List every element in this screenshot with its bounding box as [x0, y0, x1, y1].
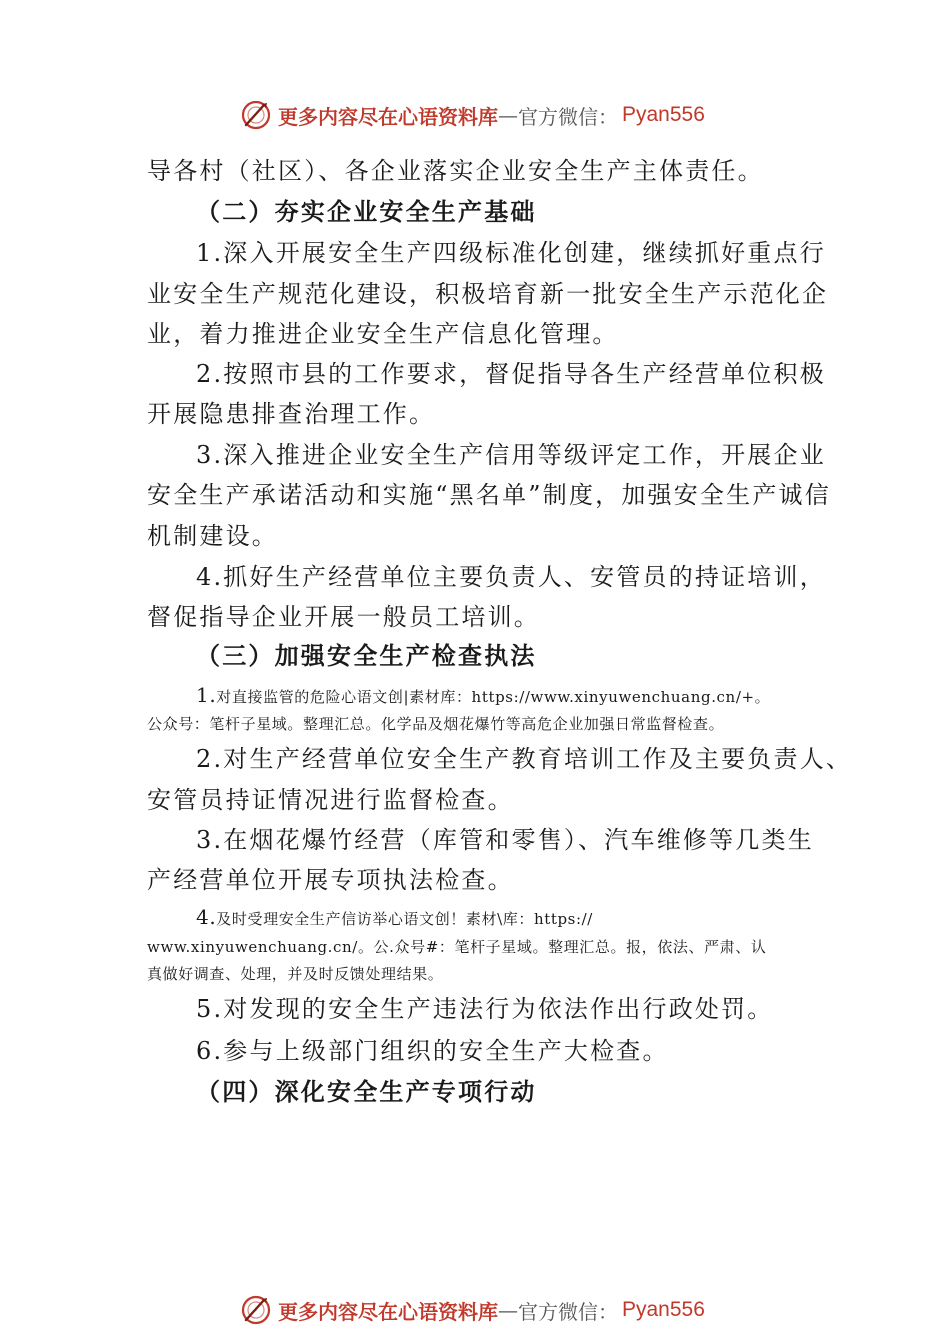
text-line: 业，着力推进企业安全生产信息化管理。 [147, 320, 619, 348]
text-line: 开展隐患排查治理工作。 [147, 400, 436, 428]
section-heading-4: （四）深化安全生产专项行动 [196, 1077, 537, 1106]
watermark-official-label: 官方微信： [518, 1299, 618, 1324]
text-line: 安管员持证情况进行监督检查。 [147, 786, 514, 814]
text-line: 导各村（社区）、各企业落实企业安全生产主体责任。 [147, 157, 764, 185]
text-line: 1.深入开展安全生产四级标准化创建，继续抓好重点行 [196, 239, 826, 267]
watermark-brand: 更多内容尽在心语资料库 [278, 104, 498, 129]
watermark-banner-top [240, 95, 760, 135]
section-heading-2: （二）夯实企业安全生产基础 [196, 197, 537, 226]
brand-logo-icon [240, 1294, 272, 1326]
text-line-small [196, 906, 593, 930]
watermark-banner-bottom [240, 1290, 760, 1330]
text-line: 业安全生产规范化建设，积极培育新一批安全生产示范化企 [147, 280, 829, 308]
text-line: 产经营单位开展专项执法检查。 [147, 866, 514, 894]
watermark-handle: Pyan556 [622, 103, 705, 126]
text-line: 3.深入推进企业安全生产信用等级评定工作，开展企业 [196, 441, 826, 469]
text-line: 安全生产承诺活动和实施“黑名单”制度，加强安全生产诚信 [147, 481, 831, 509]
text-line: 6.参与上级部门组织的安全生产大检查。 [196, 1037, 669, 1065]
text-line: 督促指导企业开展一般员工培训。 [147, 603, 540, 631]
watermark-dash: — [498, 1298, 518, 1322]
watermark-dash: — [498, 103, 518, 127]
item-number: 4. [196, 905, 217, 929]
item-number: 1. [196, 683, 217, 707]
text-line-small [196, 684, 770, 708]
text-line-small: www.xinyuwenchuang.cn/。公.众号#：笔杆子星域。整理汇总。报，依法、严肃、认 [147, 938, 767, 956]
text-line-small: 公众号：笔杆子星域。整理汇总。化学品及烟花爆竹等高危企业加强日常监督检查。 [147, 715, 725, 733]
watermark-brand: 更多内容尽在心语资料库 [278, 1299, 498, 1324]
text-span: 及时受理安全生产信访举心语文创！素材\库：https:// [216, 910, 593, 928]
text-line-small: 真做好调查、处理，并及时反馈处理结果。 [147, 965, 444, 983]
text-line: 3.在烟花爆竹经营（库管和零售）、汽车维修等几类生 [196, 826, 814, 854]
watermark-handle: Pyan556 [622, 1298, 705, 1321]
brand-logo-icon [240, 99, 272, 131]
text-span: 对直接监管的危险心语文创|素材库：https://www.xinyuwenchuang.cn/+。 [216, 688, 771, 706]
text-line: 5.对发现的安全生产违法行为依法作出行政处罚。 [196, 995, 774, 1023]
section-heading-3: （三）加强安全生产检查执法 [196, 641, 537, 670]
text-line: 4.抓好生产经营单位主要负责人、安管员的持证培训， [196, 563, 826, 591]
text-line: 机制建设。 [147, 522, 278, 550]
watermark-official-label: 官方微信： [518, 104, 618, 129]
text-line: 2.按照市县的工作要求，督促指导各生产经营单位积极 [196, 360, 826, 388]
text-line: 2.对生产经营单位安全生产教育培训工作及主要负责人、 [196, 745, 853, 773]
